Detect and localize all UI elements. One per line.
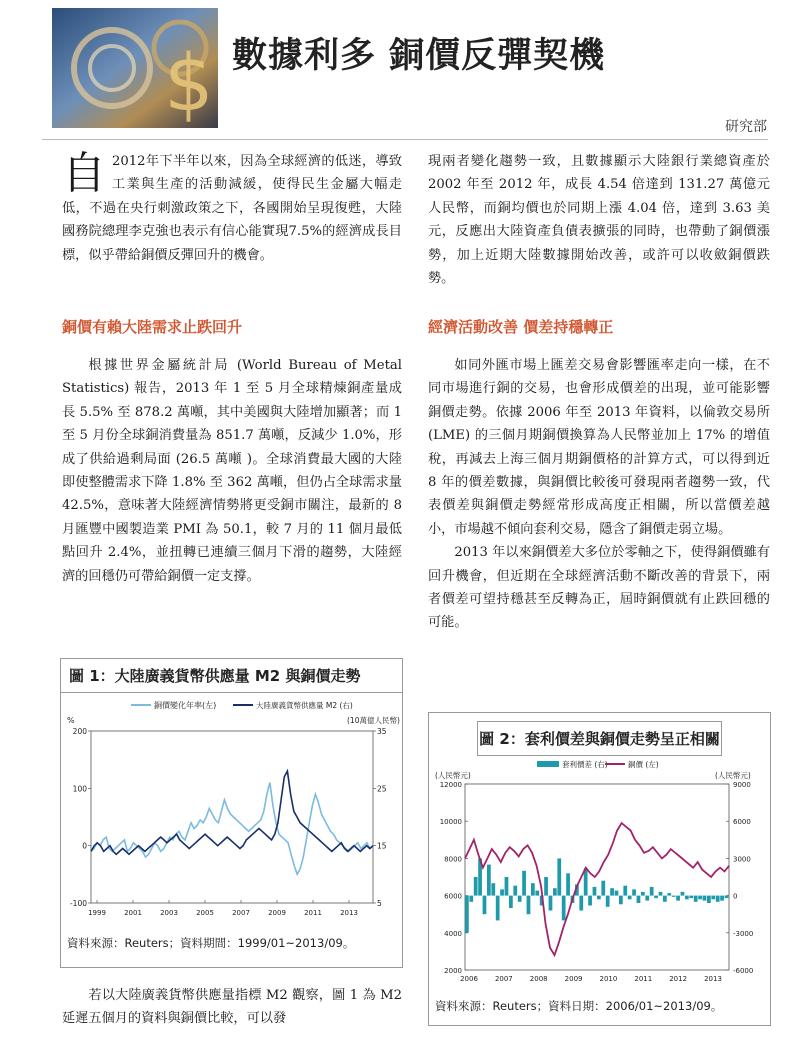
spread-bar <box>716 896 720 902</box>
right-tick-label: 9000 <box>733 781 751 789</box>
x-tick-label: 2011 <box>304 909 322 917</box>
col2-paragraph-2: 2013 年以來銅價差大多位於零軸之下，使得銅價雖有回升機會，但近期在全球經濟活動不斷改善的背景下，兩者價差可望持穩甚至反轉為正，屆時銅價就有止跌回穩的可能。 <box>428 545 770 631</box>
spread-bar <box>562 896 566 921</box>
figure-2 <box>428 712 771 1026</box>
figure-2-title: 圖 2：套利價差與銅價走勢呈正相關 <box>477 721 722 756</box>
section-heading-1: 銅價有賴大陸需求止跌回升 <box>62 318 243 336</box>
header-divider <box>42 139 768 140</box>
figure-2-chart <box>429 756 770 996</box>
right-axis-unit: (10萬億人民幣) <box>347 716 400 725</box>
col2-body <box>428 354 770 635</box>
x-tick-label: 2012 <box>669 975 688 983</box>
x-tick-label: 2013 <box>340 909 358 917</box>
spread-bar <box>527 896 531 915</box>
spread-bar <box>593 887 597 896</box>
spread-bar <box>659 892 663 896</box>
left-tick-label: 12000 <box>439 781 462 789</box>
right-tick-label: -6000 <box>733 967 754 975</box>
spread-bar <box>513 886 517 896</box>
x-tick-label: 2007 <box>232 909 250 917</box>
left-tick-label: 6000 <box>444 892 462 901</box>
spread-bar <box>566 873 570 895</box>
spread-bar <box>707 896 711 903</box>
x-tick-label: 2013 <box>704 975 722 983</box>
header-image <box>52 8 218 128</box>
col1-intro <box>62 150 402 267</box>
spread-bar <box>641 892 645 896</box>
svg-text:$: $ <box>164 39 214 128</box>
spread-bar <box>654 896 658 899</box>
spread-bar <box>645 896 649 901</box>
spread-bar <box>606 896 610 907</box>
left-tick-label: 200 <box>72 727 87 736</box>
x-tick-label: 2006 <box>460 975 478 983</box>
figure-1-source: 資料來源：Reuters；資料期間：1999/01~2013/09。 <box>67 936 355 950</box>
spread-bar <box>553 888 557 895</box>
right-tick-label: 0 <box>733 892 738 901</box>
spread-bar <box>632 889 636 895</box>
figure-1 <box>60 658 403 968</box>
col1-body <box>62 354 402 588</box>
spread-bar <box>676 896 680 901</box>
legend-2-label: 銅價 (左) <box>628 760 659 769</box>
spread-bar <box>720 896 724 901</box>
dropcap: 自 <box>62 148 106 199</box>
left-tick-label: 0 <box>82 841 87 851</box>
spread-bar <box>685 896 689 900</box>
legend-1-swatch <box>537 761 559 767</box>
spread-bar <box>469 896 473 902</box>
x-tick-label: 2010 <box>599 975 618 983</box>
spread-bar <box>619 896 623 905</box>
spread-bar <box>601 881 605 896</box>
col1-intro-text: 2012年下半年以來，因為全球經濟的低迷，導致工業與生產的活動減緩，使得民生金屬大幅走低，不過在央行刺激政策之下，各國開始呈現復甦，大陸國務院總理李克強也表示有信心能實現7.5%的經濟成長目標，似乎帶給銅價反彈回升的機會。 <box>62 154 402 263</box>
spread-bar <box>588 896 592 906</box>
spread-bar <box>615 891 619 896</box>
spread-bar <box>500 889 504 895</box>
spread-bar <box>509 896 513 908</box>
spread-bar <box>663 896 667 902</box>
spread-bar <box>579 896 583 911</box>
spread-bar <box>667 893 671 896</box>
spread-bar <box>535 891 539 896</box>
spread-bar <box>637 896 641 903</box>
spread-bar <box>650 887 654 896</box>
legend-2-label: 大陸廣義貨幣供應量 M2 (右) <box>256 701 353 710</box>
legend-1-label: 銅價變化年率(左) <box>154 701 217 710</box>
right-tick-label: -3000 <box>733 929 754 938</box>
plot-frame <box>91 731 373 903</box>
figure-1-chart <box>61 693 402 933</box>
article-title: 數據利多 銅價反彈契機 <box>232 36 606 76</box>
spread-bar <box>725 896 729 899</box>
right-tick-label: 3000 <box>733 855 751 864</box>
spread-bar <box>711 896 715 900</box>
spread-bar <box>698 896 702 900</box>
spread-bar <box>487 865 491 896</box>
x-tick-label: 2003 <box>160 909 178 917</box>
spread-bar <box>597 896 601 900</box>
left-tick-label: 10000 <box>439 818 462 827</box>
section-heading-2: 經濟活動改善 價差持穩轉正 <box>428 318 614 336</box>
x-tick-label: 1999 <box>88 909 106 917</box>
left-tick-label: 100 <box>72 784 87 794</box>
col2-paragraph-1: 如同外匯市場上匯差交易會影響匯率走向一樣，在不同市場進行銅的交易，也會形成價差的出現，並可能影響銅價走勢。依據 2006 年至 2013 年資料，以倫敦交易所 (LME) 的三個月期銅價換算為人民幣並加上 17% 的增值稅，再減去上海三個月期銅價格的計算方式，可以得到近 8 年的價差數據，與銅價比較後可發現兩者趨勢一致，代表價差與銅價走勢經常形成高度正相關，所以當價差越小，市場越不傾向套利交易，隱含了銅價走弱立場。 <box>428 358 770 537</box>
spread-bar <box>505 877 509 896</box>
right-tick-label: 5 <box>377 899 382 908</box>
spread-bar <box>522 871 526 896</box>
spread-bar <box>694 896 698 902</box>
right-tick-label: 6000 <box>733 818 751 827</box>
right-axis-unit: (人民幣元) <box>715 771 751 780</box>
spread-bar <box>623 886 627 896</box>
x-tick-label: 2005 <box>196 909 214 917</box>
left-axis-unit: % <box>67 716 75 725</box>
x-tick-label: 2009 <box>564 975 583 983</box>
x-tick-label: 2009 <box>268 909 286 917</box>
x-tick-label: 2007 <box>494 975 513 983</box>
spread-bar <box>689 896 693 899</box>
col1-paragraph: 根據世界金屬統計局 (World Bureau of Metal Statistics) 報告，2013 年 1 至 5 月全球精煉銅產量成長 5.5% 至 878.2 萬噸，其中美國與大陸增加顯著；而 1 至 5 月份全球銅消費量為 851.7 萬噸，反減少 1.0%，形成了供給過剩局面 (26.5 萬噸 )。全球消費最大國的大陸即使整體需求下降 1.8% 至 362 萬噸，但仍占全球需求量 42.5%，意味著大陸經濟情勢將更受銅市關注，最新的 8 月匯豐中國製造業 PMI 為 50.1，較 7 月的 11 個月最低點回升 2.4%，並扭轉已連續三個月下滑的趨勢，大陸經濟的回穩仍可帶給銅價一定支撐。 <box>62 358 402 584</box>
spread-bar <box>672 896 676 897</box>
spread-bar <box>610 888 614 895</box>
col1-bottom-paragraph: 若以大陸廣義貨幣供應量指標 M2 觀察，圖 1 為 M2 延遲五個月的資料與銅價比較，可以發 <box>62 988 402 1027</box>
spread-bar <box>531 883 535 895</box>
left-tick-label: 8000 <box>444 855 462 864</box>
left-axis-unit: (人民幣元) <box>435 771 471 780</box>
col1-bottom <box>62 984 402 1031</box>
copper-change-line <box>91 783 373 875</box>
spread-bar <box>681 892 685 896</box>
left-tick-label: 2000 <box>444 967 462 975</box>
legend-1-label: 套利價差 (右) <box>562 760 608 769</box>
col2-intro <box>428 150 770 290</box>
right-tick-label: 35 <box>377 727 387 736</box>
spread-bar <box>496 896 500 921</box>
x-tick-label: 2011 <box>634 975 653 983</box>
spread-bar <box>703 896 707 901</box>
left-tick-label: 4000 <box>444 929 462 938</box>
figure-2-source: 資料來源：Reuters；資料日期：2006/01~2013/09。 <box>435 999 723 1013</box>
spread-bar <box>549 896 553 911</box>
spread-bar <box>483 896 487 915</box>
department-label: 研究部 <box>725 119 767 135</box>
spread-bar <box>628 896 632 900</box>
figure-1-title: 圖 1：大陸廣義貨幣供應量 M2 與銅價走勢 <box>61 659 402 693</box>
spread-bar <box>544 877 548 896</box>
spread-bar <box>465 896 469 933</box>
left-tick-label: -100 <box>69 899 87 908</box>
spread-bar <box>557 858 561 895</box>
right-tick-label: 15 <box>377 841 387 851</box>
spread-bar <box>491 883 495 895</box>
x-tick-label: 2008 <box>529 975 548 983</box>
right-tick-label: 25 <box>377 784 387 794</box>
col2-intro-text: 現兩者變化趨勢一致，且數據顯示大陸銀行業總資產於 2002 年至 2012 年，成長 4.54 倍達到 131.27 萬億元人民幣，而銅均價也於同期上漲 4.04 倍，達到 3.63 美元，反應出大陸資產負債表擴張的同時，也帶動了銅價漲勢，加上近期大陸數據開始改善，或許可以收斂銅價跌勢。 <box>428 154 770 287</box>
spread-bar <box>474 877 478 896</box>
spread-bar <box>518 896 522 902</box>
x-tick-label: 2001 <box>124 909 142 917</box>
